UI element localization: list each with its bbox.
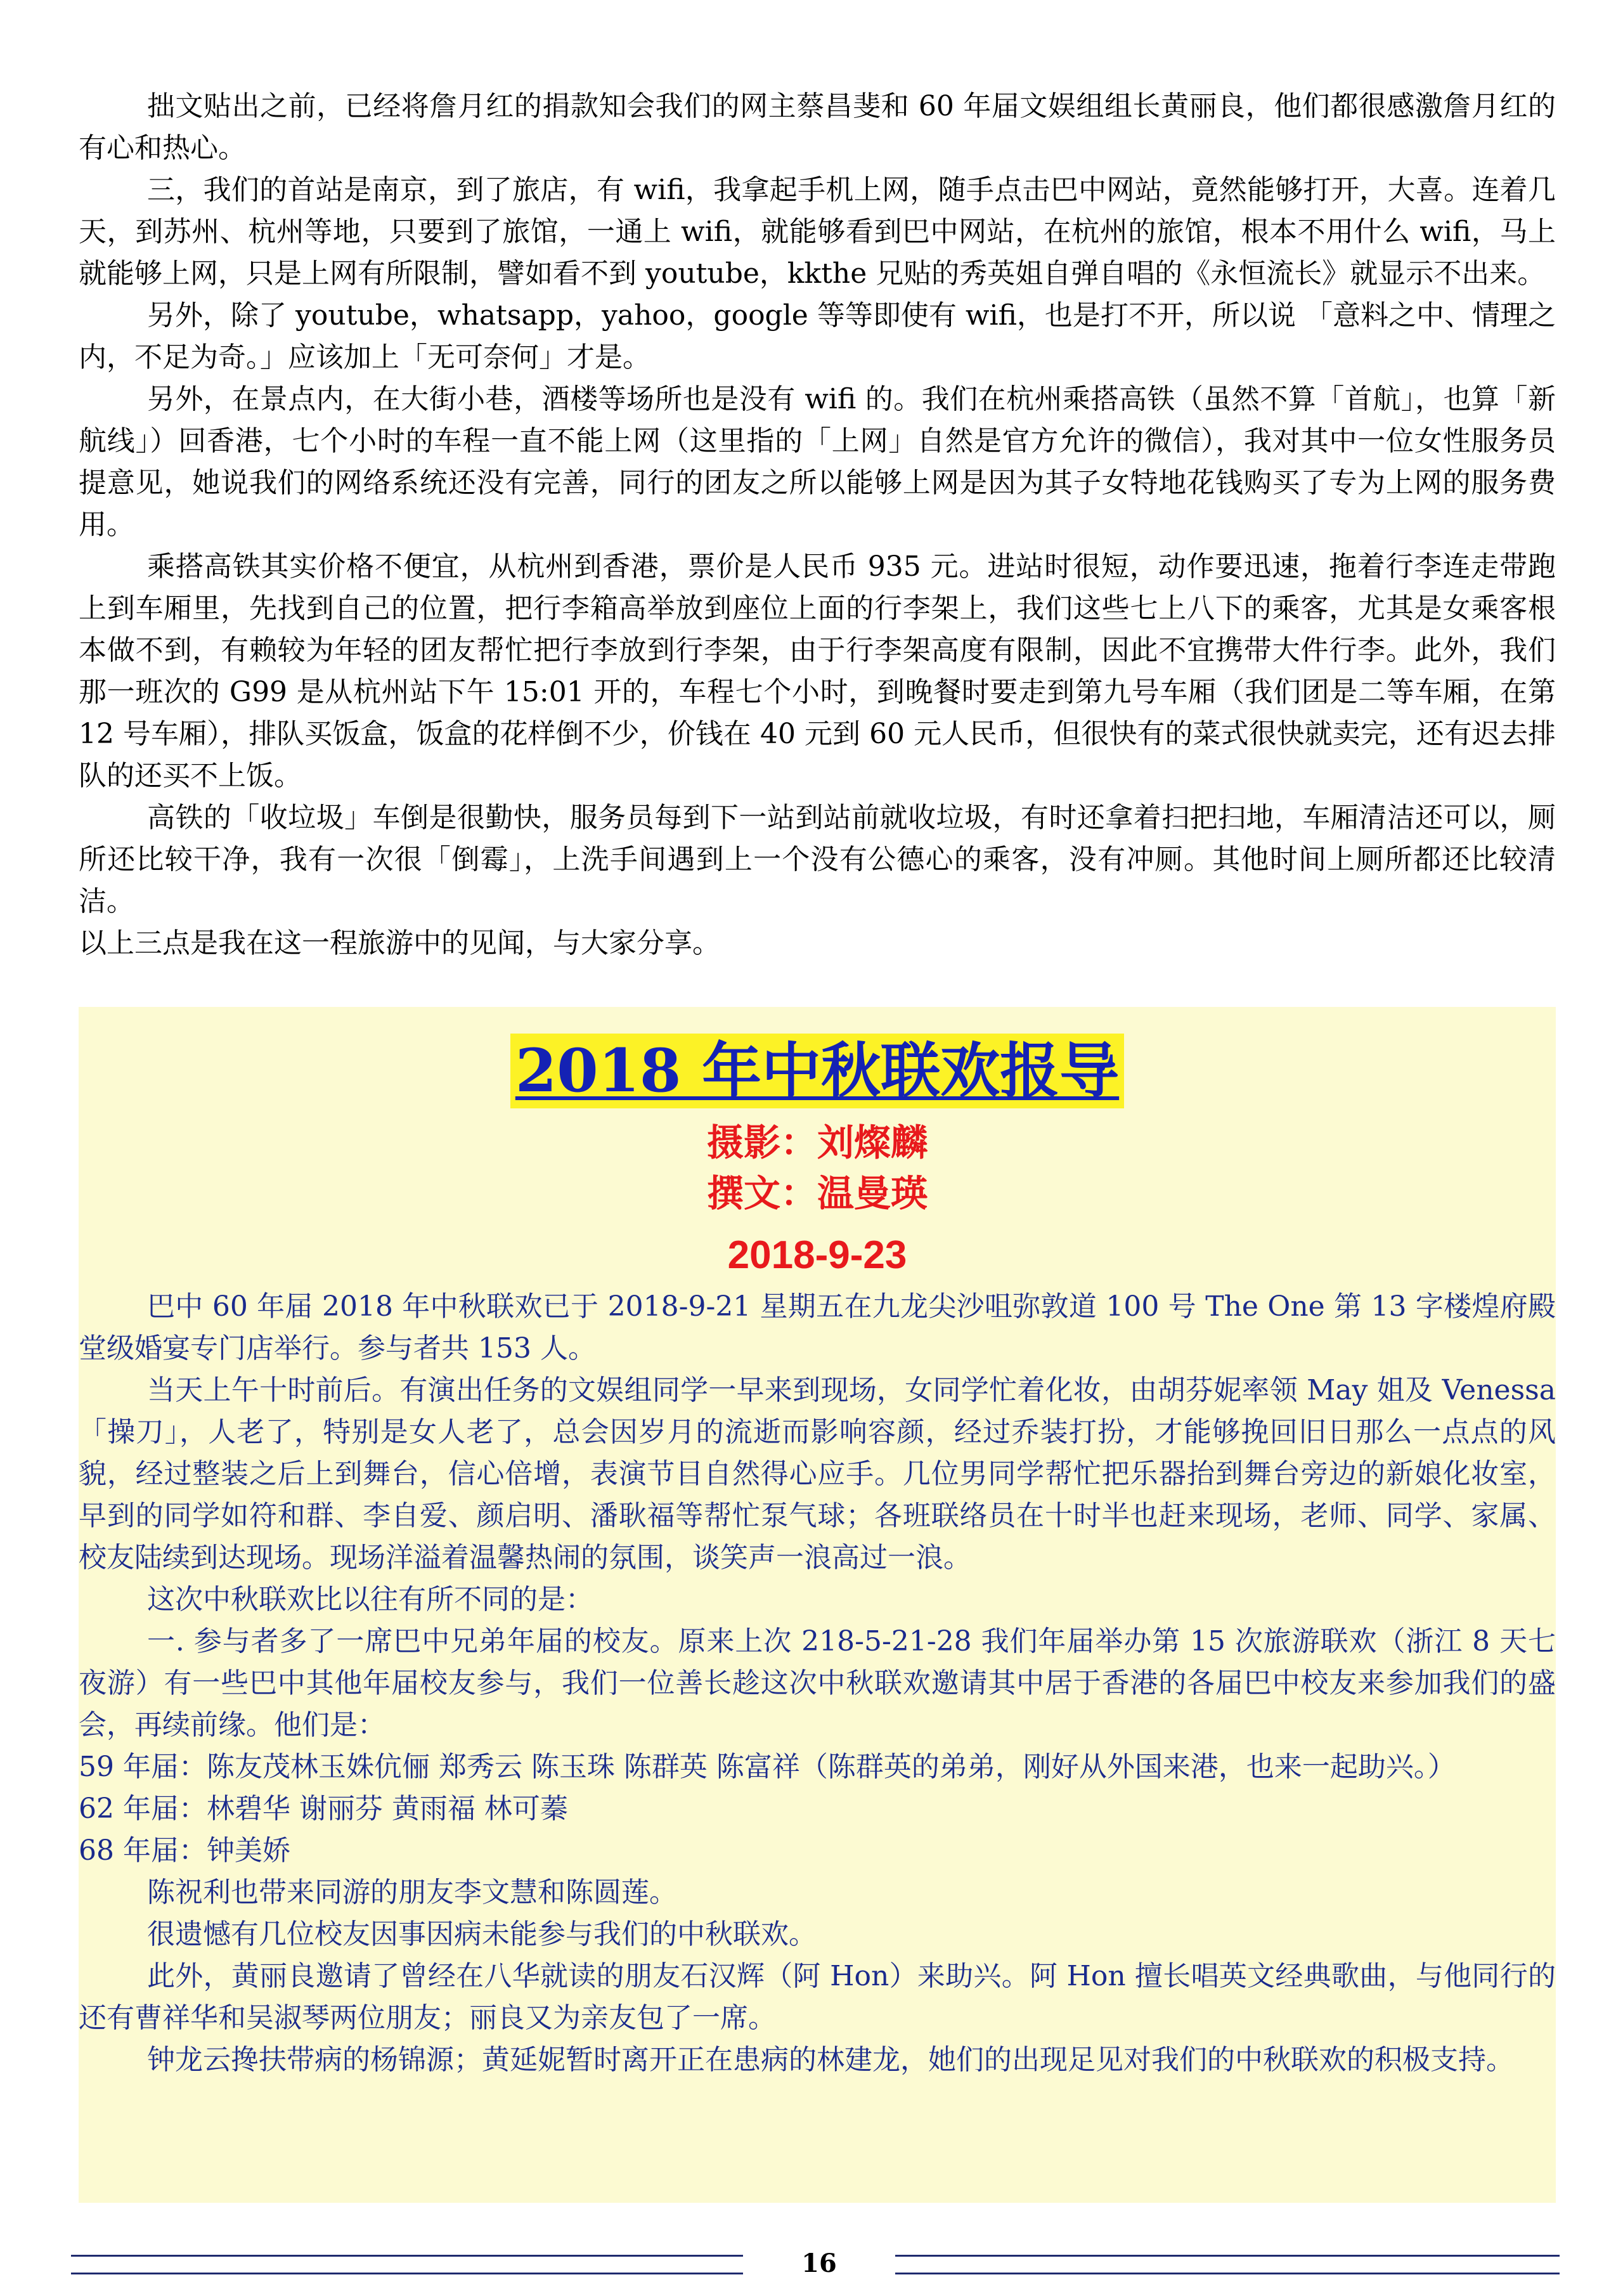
paragraph: 一. 参与者多了一席巴中兄弟年届的校友。原来上次 218-5-21-28 我们年届举办第 15 次旅游联欢（浙江 8 天七夜游）有一些巴中其他年届校友参与，我们一位善长趁这次中秋联欢邀请其中居于香港的各届巴中校友来参加我们的盛会，再续前缘。他们是：: [79, 1625, 1556, 1741]
page-number: 16: [801, 2248, 837, 2278]
mid-autumn-report-section: [79, 1007, 1556, 2203]
article-continuation: [79, 86, 1556, 964]
section-banner: [79, 1034, 1556, 1108]
paragraph: 62 年届：林碧华 谢丽芬 黄雨福 林可蓁: [79, 1793, 568, 1825]
section-title: 2018 年中秋联欢报导: [510, 1034, 1124, 1108]
writer-credit: 撰文：温曼瑛: [706, 1172, 928, 1215]
footer-rule: [895, 2273, 1560, 2274]
footer-rule: [71, 2255, 743, 2257]
report-date: 2018-9-23: [727, 1233, 907, 1277]
paragraph: 这次中秋联欢比以往有所不同的是：: [147, 1583, 593, 1616]
footer-rule: [895, 2255, 1560, 2257]
paragraph: 当天上午十时前后。有演出任务的文娱组同学一早来到现场，女同学忙着化妆，由胡芬妮率领 May 姐及 Venessa「操刀」，人老了，特别是女人老了，总会因岁月的流逝而影响容颜，经过乔装打扮，才能够挽回旧日那么一点点的风貌，经过整装之后上到舞台，信心倍增，表演节目自然得心应手。几位男同学帮忙把乐器抬到舞台旁边的新娘化妆室，早到的同学如符和群、李自爱、颜启明、潘耿福等帮忙泵气球；各班联络员在十时半也赶来现场，老师、同学、家属、校友陆续到达现场。现场洋溢着温馨热闹的氛围，谈笑声一浪高过一浪。: [79, 1374, 1556, 1574]
paragraph: 三，我们的首站是南京，到了旅店，有 wifi，我拿起手机上网，随手点击巴中网站，竟然能够打开，大喜。连着几天，到苏州、杭州等地，只要到了旅馆，一通上 wifi，就能够看到巴中网站，在杭州的旅馆，根本不用什么 wifi，马上就能够上网，只是上网有所限制，譬如看不到 youtube，kkthe 兄贴的秀英姐自弹自唱的《永恒流长》就显示不出来。: [79, 174, 1556, 290]
paragraph: 以上三点是我在这一程旅游中的见闻，与大家分享。: [79, 927, 720, 959]
report-body: [79, 1286, 1556, 2081]
paragraph: 高铁的「收垃圾」车倒是很勤快，服务员每到下一站到站前就收垃圾，有时还拿着扫把扫地，车厢清洁还可以，厕所还比较干净，我有一次很「倒霉」，上洗手间遇到上一个没有公德心的乘客，没有冲厕。其他时间上厕所都还比较清洁。: [79, 801, 1556, 918]
paragraph: 59 年届：陈友茂林玉姝伉俪 郑秀云 陈玉珠 陈群英 陈富祥（陈群英的弟弟，刚好从外国来港，也来一起助兴。）: [79, 1751, 1456, 1783]
photographer-credit: 摄影：刘燦麟: [706, 1121, 928, 1164]
paragraph: 巴中 60 年届 2018 年中秋联欢已于 2018-9-21 星期五在九龙尖沙咀弥敦道 100 号 The One 第 13 字楼煌府殿堂级婚宴专门店举行。参与者共 153 人。: [79, 1290, 1556, 1365]
page-footer: [71, 2246, 1560, 2290]
paragraph: 很遗憾有几位校友因事因病未能参与我们的中秋联欢。: [147, 1918, 817, 1950]
footer-rule: [71, 2273, 743, 2274]
paragraph: 陈祝利也带来同游的朋友李文慧和陈圆莲。: [147, 1876, 677, 1909]
paragraph: 拙文贴出之前，已经将詹月红的捐款知会我们的网主蔡昌斐和 60 年届文娱组组长黄丽良，他们都很感激詹月红的有心和热心。: [79, 90, 1556, 164]
paragraph: 此外，黄丽良邀请了曾经在八华就读的朋友石汉辉（阿 Hon）来助兴。阿 Hon 擅长唱英文经典歌曲，与他同行的还有曹祥华和吴淑琴两位朋友；丽良又为亲友包了一席。: [79, 1960, 1556, 2034]
paragraph: 68 年届：钟美娇: [79, 1834, 290, 1867]
paragraph: 乘搭高铁其实价格不便宜，从杭州到香港，票价是人民币 935 元。进站时很短，动作要迅速，拖着行李连走带跑上到车厢里，先找到自己的位置，把行李箱高举放到座位上面的行李架上，我们这些七上八下的乘客，尤其是女乘客根本做不到，有赖较为年轻的团友帮忙把行李放到行李架，由于行李架高度有限制，因此不宜携带大件行李。此外，我们那一班次的 G99 是从杭州站下午 15:01 开的，车程七个小时，到晚餐时要走到第九号车厢（我们团是二等车厢，在第 12 号车厢），排队买饭盒，饭盒的花样倒不少，价钱在 40 元到 60 元人民币，但很快有的菜式很快就卖完，还有迟去排队的还买不上饭。: [79, 550, 1556, 792]
paragraph: 另外，在景点内，在大街小巷，酒楼等场所也是没有 wifi 的。我们在杭州乘搭高铁（虽然不算「首航」，也算「新航线」）回香港，七个小时的车程一直不能上网（这里指的「上网」自然是官方允许的微信），我对其中一位女性服务员提意见，她说我们的网络系统还没有完善，同行的团友之所以能够上网是因为其子女特地花钱购买了专为上网的服务费用。: [79, 383, 1556, 541]
paragraph: 钟龙云搀扶带病的杨锦源；黄延妮暂时离开正在患病的林建龙，她们的出现足见对我们的中秋联欢的积极支持。: [147, 2044, 1514, 2076]
paragraph: 另外，除了 youtube，whatsapp，yahoo，google 等等即使有 wifi，也是打不开，所以说 「意料之中、情理之内，不足为奇。」应该加上「无可奈何」才是。: [79, 299, 1556, 373]
